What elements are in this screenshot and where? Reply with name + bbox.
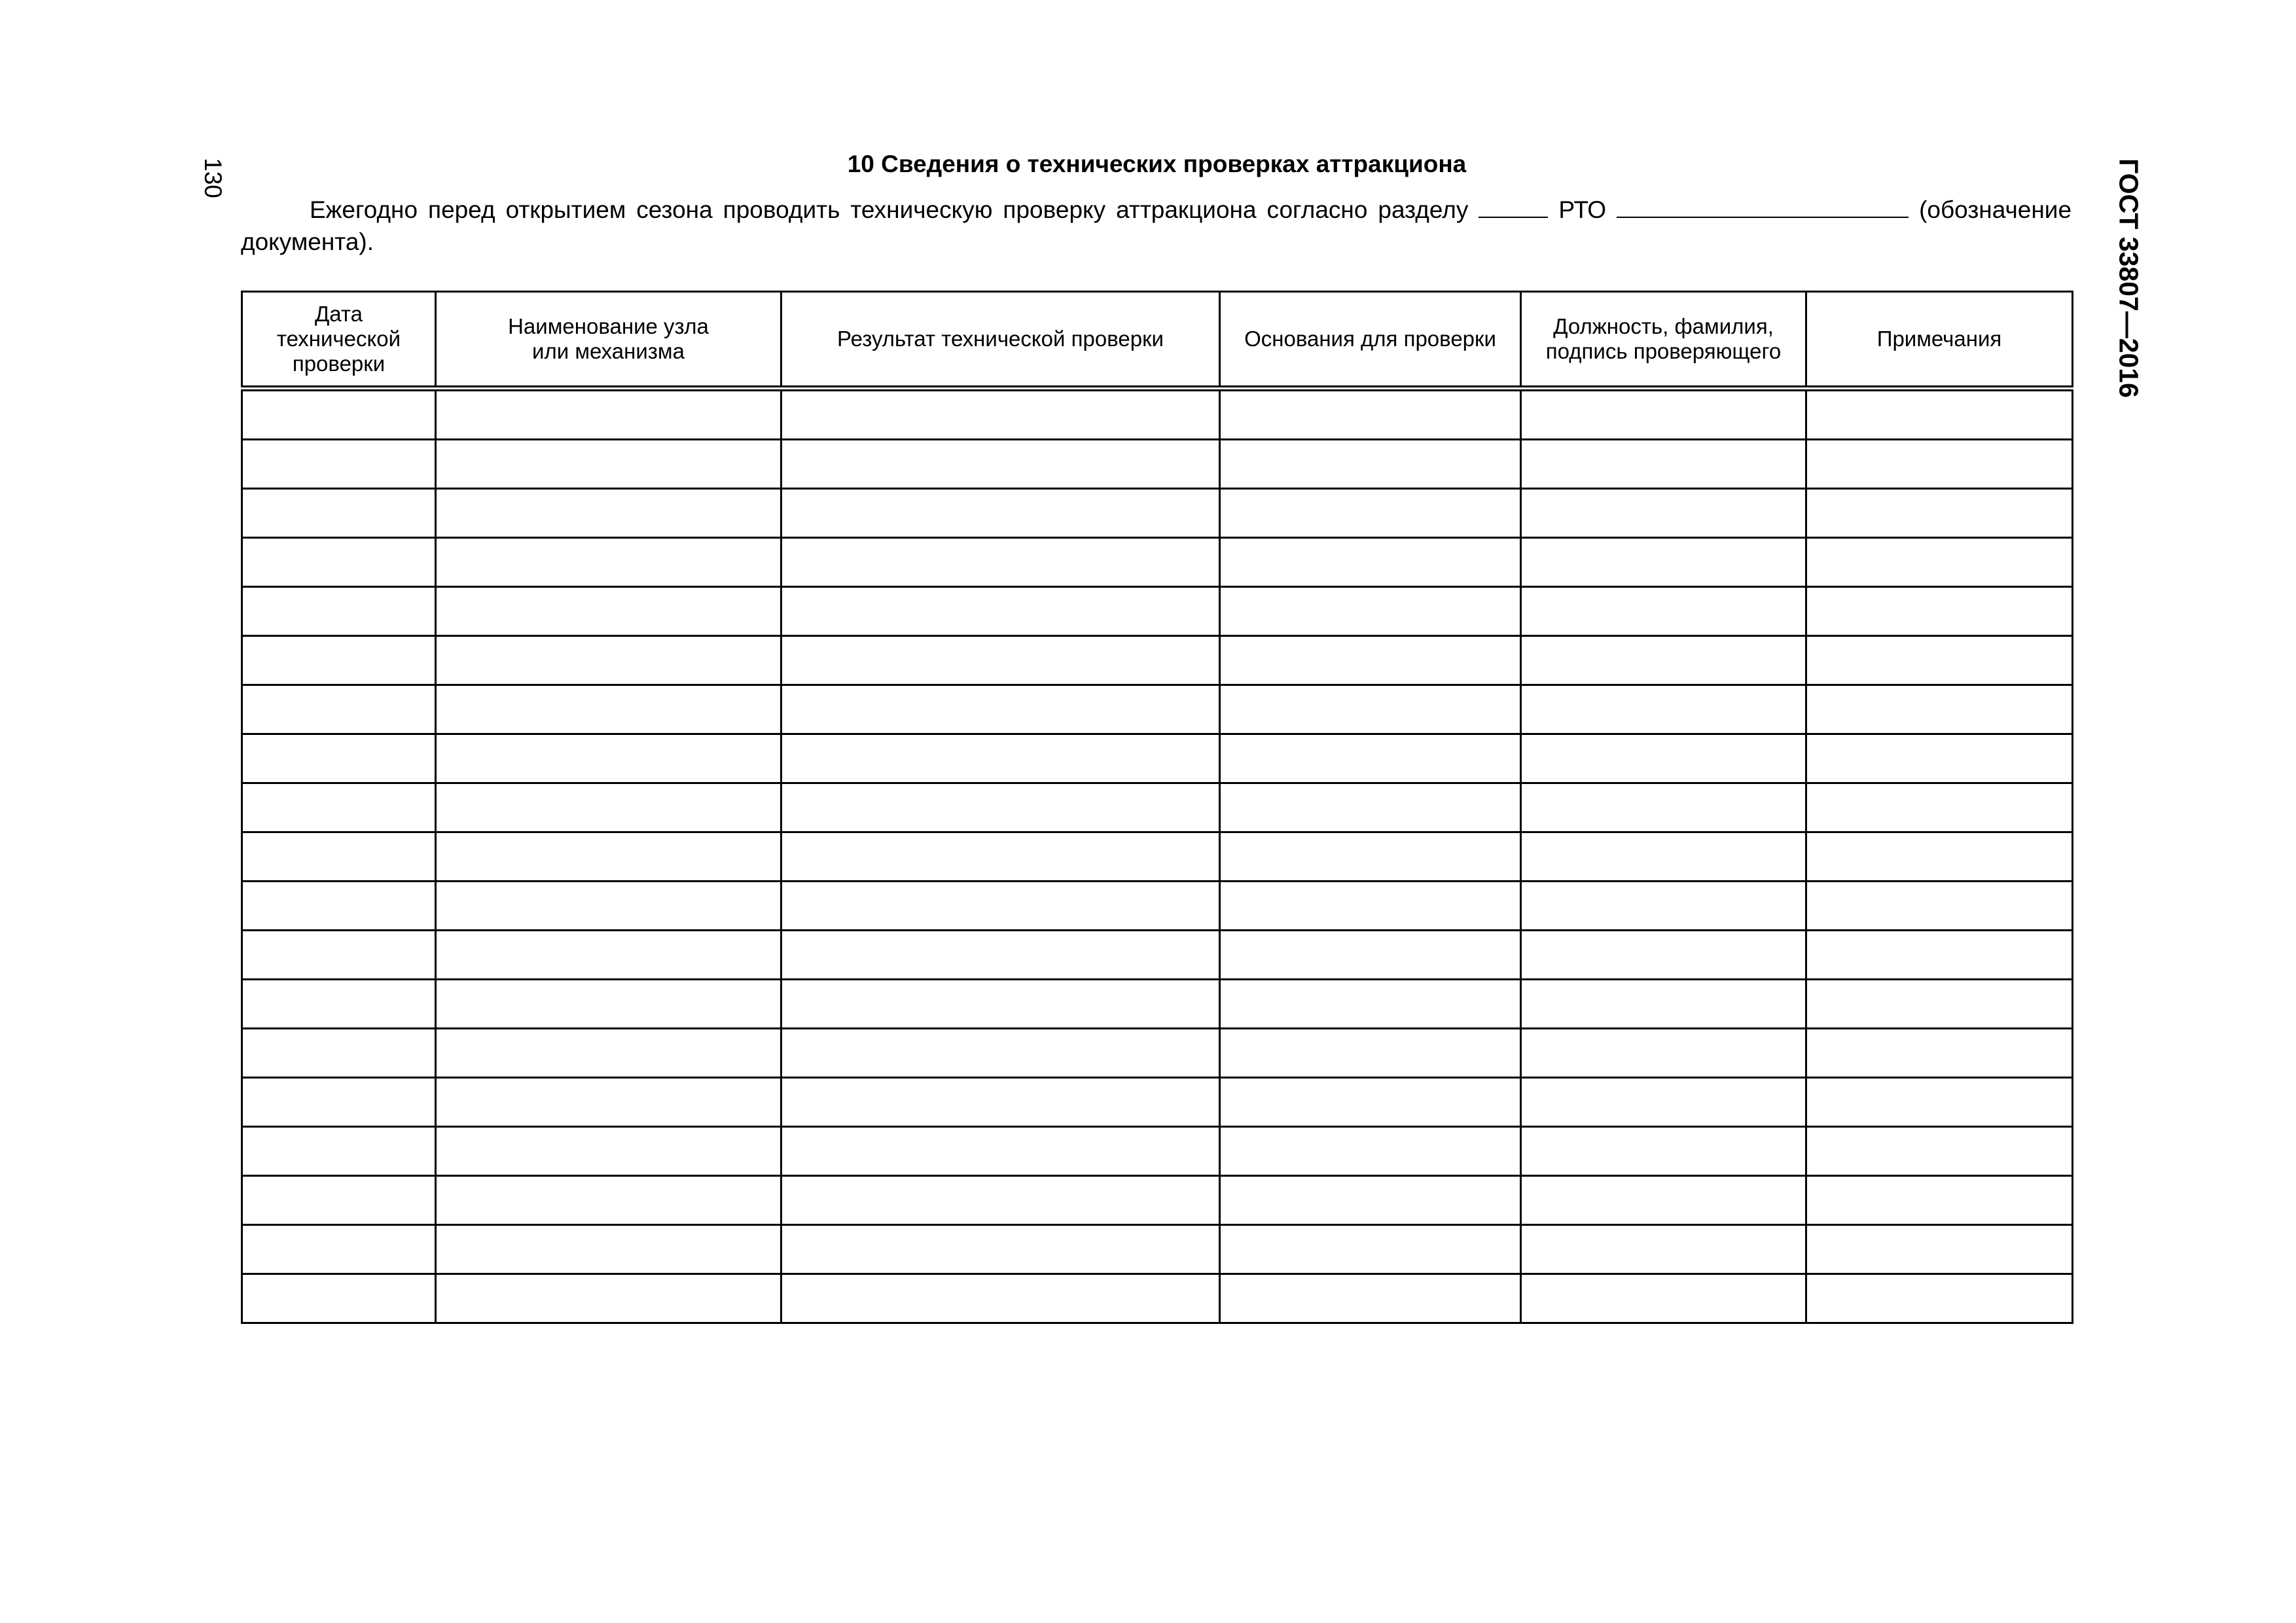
- table-cell: [242, 440, 436, 489]
- table-row: [242, 931, 2073, 980]
- table-row: [242, 587, 2073, 636]
- column-header-date: Дата технической проверки: [242, 292, 436, 389]
- table-cell: [436, 1029, 781, 1078]
- table-row: [242, 734, 2073, 783]
- table-cell: [781, 636, 1220, 685]
- table-cell: [1220, 587, 1521, 636]
- table-cell: [781, 980, 1220, 1029]
- table-cell: [436, 489, 781, 538]
- table-cell: [1220, 1029, 1521, 1078]
- column-header-grounds: Основания для проверки: [1220, 292, 1521, 389]
- table-cell: [1220, 440, 1521, 489]
- table-cell: [1521, 538, 1806, 587]
- table-cell: [1521, 587, 1806, 636]
- table-row: [242, 1274, 2073, 1323]
- table-cell: [1806, 1078, 2073, 1127]
- table-header-row: [242, 292, 2073, 389]
- table-cell: [1806, 440, 2073, 489]
- table-row: [242, 489, 2073, 538]
- table-cell: [436, 931, 781, 980]
- table-cell: [436, 1225, 781, 1274]
- table-row: [242, 389, 2073, 440]
- table-cell: [1521, 685, 1806, 734]
- table-row: [242, 832, 2073, 882]
- table-body: [242, 389, 2073, 1323]
- table-cell: [242, 734, 436, 783]
- table-cell: [436, 832, 781, 882]
- table-cell: [436, 734, 781, 783]
- table-row: [242, 440, 2073, 489]
- table-cell: [1806, 980, 2073, 1029]
- table-cell: [781, 685, 1220, 734]
- table-cell: [242, 1078, 436, 1127]
- table-row: [242, 882, 2073, 931]
- table-cell: [781, 1029, 1220, 1078]
- table-cell: [1806, 1176, 2073, 1225]
- section-number-blank: [1479, 194, 1548, 218]
- table-cell: [1806, 1274, 2073, 1323]
- intro-text-1: Ежегодно перед открытием сезона проводить техническую проверку аттракциона согласно разделу: [310, 196, 1469, 223]
- intro-paragraph: [241, 194, 2072, 258]
- table-cell: [242, 389, 436, 440]
- table-cell: [1220, 489, 1521, 538]
- document-code: ГОСТ 33807—2016: [2113, 158, 2144, 398]
- document-designation-blank: [1617, 194, 1909, 218]
- table-cell: [1220, 734, 1521, 783]
- table-cell: [1806, 389, 2073, 440]
- table-cell: [1220, 1176, 1521, 1225]
- page-number: 130: [200, 158, 226, 198]
- table-cell: [1521, 783, 1806, 832]
- table-cell: [436, 882, 781, 931]
- intro-text-3: (обозначение документа).: [241, 196, 2072, 255]
- table-cell: [1220, 685, 1521, 734]
- table-cell: [1806, 783, 2073, 832]
- table-cell: [436, 538, 781, 587]
- table-cell: [1220, 980, 1521, 1029]
- table-cell: [1806, 489, 2073, 538]
- table-cell: [242, 882, 436, 931]
- table-cell: [242, 783, 436, 832]
- table-cell: [781, 1274, 1220, 1323]
- table-cell: [1521, 489, 1806, 538]
- table-cell: [1521, 1078, 1806, 1127]
- table-cell: [781, 734, 1220, 783]
- table-cell: [1220, 783, 1521, 832]
- table-cell: [242, 538, 436, 587]
- table-cell: [1806, 636, 2073, 685]
- table-cell: [1220, 931, 1521, 980]
- table-cell: [1521, 440, 1806, 489]
- table-row: [242, 1225, 2073, 1274]
- table-cell: [1521, 1225, 1806, 1274]
- column-header-inspector: Должность, фамилия, подпись проверяющего: [1521, 292, 1806, 389]
- table-cell: [781, 489, 1220, 538]
- table-cell: [1521, 980, 1806, 1029]
- table-row: [242, 685, 2073, 734]
- table-cell: [1521, 389, 1806, 440]
- table-cell: [1806, 931, 2073, 980]
- table-cell: [242, 587, 436, 636]
- table-row: [242, 1078, 2073, 1127]
- table-cell: [781, 538, 1220, 587]
- table-cell: [1521, 931, 1806, 980]
- table-cell: [242, 980, 436, 1029]
- table-cell: [781, 1176, 1220, 1225]
- table-cell: [1806, 882, 2073, 931]
- table-cell: [1806, 1225, 2073, 1274]
- table-cell: [781, 587, 1220, 636]
- table-cell: [436, 636, 781, 685]
- table-cell: [242, 489, 436, 538]
- table-cell: [1521, 1274, 1806, 1323]
- table-cell: [1806, 832, 2073, 882]
- table-cell: [1220, 832, 1521, 882]
- table-cell: [1220, 1274, 1521, 1323]
- column-header-unit-name: Наименование узла или механизма: [436, 292, 781, 389]
- table-row: [242, 1029, 2073, 1078]
- table-cell: [1220, 882, 1521, 931]
- table-cell: [242, 1029, 436, 1078]
- column-header-notes: Примечания: [1806, 292, 2073, 389]
- table-cell: [436, 1078, 781, 1127]
- table-cell: [1806, 1029, 2073, 1078]
- table-cell: [781, 1225, 1220, 1274]
- table-cell: [781, 440, 1220, 489]
- table-row: [242, 636, 2073, 685]
- table-cell: [781, 389, 1220, 440]
- table-cell: [242, 1127, 436, 1176]
- inspection-log-table: [241, 291, 2073, 1324]
- section-title: 10 Сведения о технических проверках аттракциона: [847, 151, 1467, 177]
- table-cell: [1806, 587, 2073, 636]
- table-row: [242, 1127, 2073, 1176]
- table-cell: [1521, 1127, 1806, 1176]
- table-cell: [1220, 538, 1521, 587]
- table-row: [242, 980, 2073, 1029]
- table-cell: [242, 1225, 436, 1274]
- table-cell: [242, 1176, 436, 1225]
- table-cell: [242, 832, 436, 882]
- table-cell: [436, 440, 781, 489]
- table-cell: [781, 783, 1220, 832]
- table-cell: [1521, 734, 1806, 783]
- table-cell: [1806, 734, 2073, 783]
- table-row: [242, 1176, 2073, 1225]
- table-cell: [242, 636, 436, 685]
- table-cell: [436, 389, 781, 440]
- table-cell: [781, 882, 1220, 931]
- table-row: [242, 538, 2073, 587]
- table-cell: [1806, 538, 2073, 587]
- table-cell: [242, 1274, 436, 1323]
- table-cell: [436, 980, 781, 1029]
- table-cell: [1521, 832, 1806, 882]
- table-cell: [781, 1127, 1220, 1176]
- table-cell: [1220, 1127, 1521, 1176]
- table-cell: [242, 685, 436, 734]
- table-cell: [1521, 636, 1806, 685]
- table-cell: [1220, 1225, 1521, 1274]
- intro-text-2: РТО: [1558, 196, 1607, 223]
- table-cell: [1220, 636, 1521, 685]
- table-cell: [781, 1078, 1220, 1127]
- table-cell: [1521, 1029, 1806, 1078]
- table-cell: [781, 832, 1220, 882]
- table-cell: [436, 1127, 781, 1176]
- table-cell: [1521, 1176, 1806, 1225]
- table-cell: [1521, 882, 1806, 931]
- table-cell: [781, 931, 1220, 980]
- column-header-result: Результат технической проверки: [781, 292, 1220, 389]
- table-cell: [436, 783, 781, 832]
- table-cell: [1220, 1078, 1521, 1127]
- table-cell: [436, 685, 781, 734]
- table-row: [242, 783, 2073, 832]
- table-cell: [436, 1176, 781, 1225]
- table-cell: [1806, 685, 2073, 734]
- table-cell: [436, 587, 781, 636]
- table-cell: [242, 931, 436, 980]
- table-cell: [436, 1274, 781, 1323]
- table-cell: [1806, 1127, 2073, 1176]
- table-cell: [1220, 389, 1521, 440]
